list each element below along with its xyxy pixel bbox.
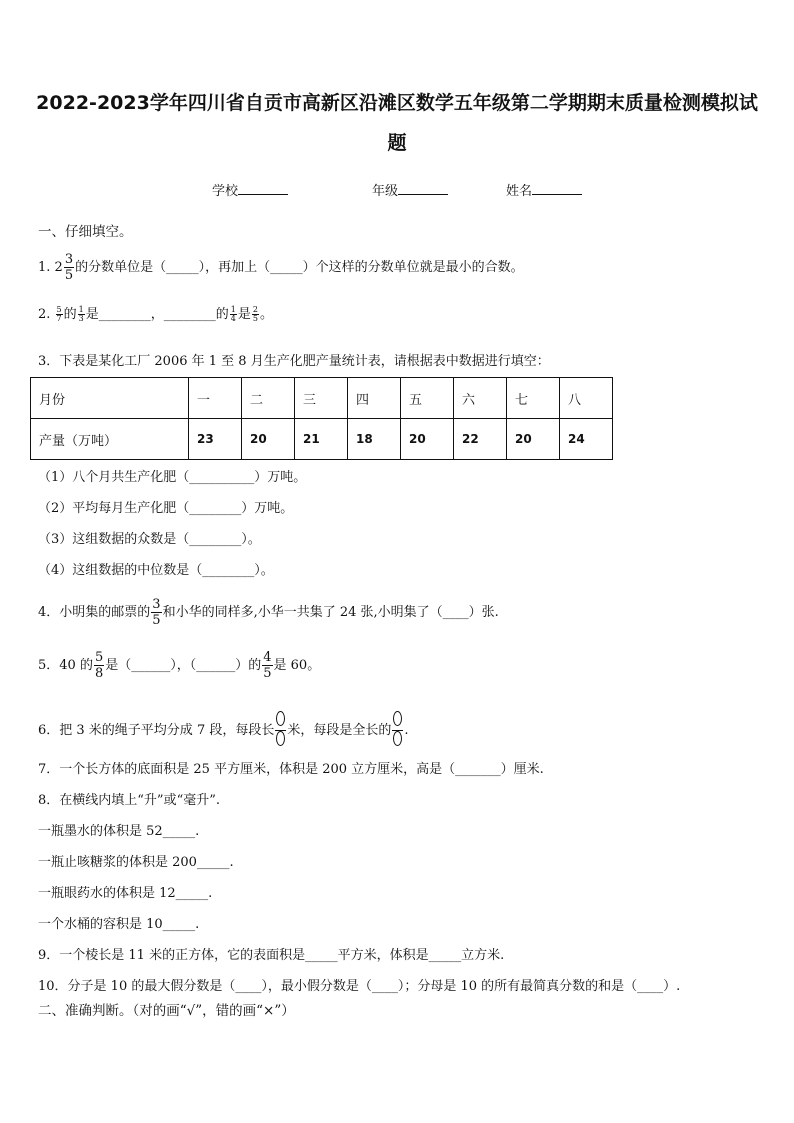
- section-heading-2: 二、准确判断。（对的画“√”，错的画“×”）: [38, 1003, 295, 1019]
- grade-blank[interactable]: [398, 182, 448, 195]
- school-blank[interactable]: [238, 182, 288, 195]
- fraction: $\frac{4}{5}$: [263, 650, 272, 681]
- question-8-intro: 8．在横线内填上“升”或“毫升”.: [38, 793, 220, 808]
- production-table: [30, 377, 613, 460]
- school-label: 学校: [212, 184, 239, 199]
- table-cell: 18: [348, 419, 401, 460]
- table-cell: 六: [454, 378, 507, 419]
- question-8-line4: 一个水桶的容积是 10_____.: [38, 917, 200, 932]
- question-3-sub3: （3）这组数据的众数是（________）。: [38, 532, 261, 547]
- question-1: [38, 252, 524, 283]
- question-8-line2: 一瓶止咳糖浆的体积是 200_____.: [38, 855, 234, 870]
- question-9: 9．一个棱长是 11 米的正方体，它的表面积是_____平方米，体积是_____立方米.: [38, 948, 505, 963]
- table-cell: 24: [560, 419, 613, 460]
- question-8-line3: 一瓶眼药水的体积是 12_____.: [38, 886, 213, 901]
- fraction: $\frac{5}{7}$: [56, 305, 62, 323]
- table-cell: 22: [454, 419, 507, 460]
- table-cell: 20: [507, 419, 560, 460]
- name-blank[interactable]: [532, 182, 582, 195]
- table-row: [31, 419, 613, 460]
- question-3-sub1: （1）八个月共生产化肥（__________）万吨。: [38, 470, 307, 485]
- fraction: $\frac{2}{5}$: [252, 305, 258, 323]
- fraction: $\frac{3}{5}$: [152, 597, 161, 628]
- name-field: [506, 180, 582, 199]
- table-cell: 21: [295, 419, 348, 460]
- question-6: 6．把 3 米的绳子平均分成 7 段，每段长 米，每段是全长的 .: [38, 711, 409, 750]
- question-3-intro: 3．下表是某化工厂 2006 年 1 至 8 月生产化肥产量统计表，请根据表中数据进行填空：: [38, 354, 550, 369]
- exam-title-line1: 2022-2023学年四川省自贡市高新区沿滩区数学五年级第二学期期末质量检测模拟试: [36, 92, 758, 114]
- table-cell: 五: [401, 378, 454, 419]
- question-2: 2. $\frac{5}{7}$ 的 $\frac{1}{3}$ 是________，________的 $\frac{1}{4}$ 是 $\frac{2}{5}$ 。: [38, 305, 273, 323]
- fraction: $\frac{5}{8}$: [94, 650, 104, 681]
- table-cell: 四: [348, 378, 401, 419]
- question-10: 10．分子是 10 的最大假分数是（____），最小假分数是（____）；分母是 10 的所有最简真分数的和是（____）.: [38, 979, 681, 994]
- mixed-number-whole: 2: [54, 260, 63, 275]
- exam-title-line2: 题: [387, 132, 407, 154]
- table-cell: 23: [189, 419, 242, 460]
- table-cell: 月份: [31, 378, 189, 419]
- question-number: 2.: [38, 307, 51, 322]
- table-cell: 产量（万吨）: [31, 419, 189, 460]
- fraction: $\frac{1}{4}$: [230, 305, 236, 323]
- table-cell: 二: [242, 378, 295, 419]
- question-8-line1: 一瓶墨水的体积是 52_____.: [38, 824, 200, 839]
- name-label: 姓名: [506, 184, 533, 199]
- section-heading-1: 一、仔细填空。: [38, 224, 133, 240]
- table-cell: 八: [560, 378, 613, 419]
- blank-fraction[interactable]: [275, 711, 286, 750]
- question-3-sub2: （2）平均每月生产化肥（________）万吨。: [38, 501, 294, 516]
- table-header-row: [31, 378, 613, 419]
- blank-fraction[interactable]: [392, 711, 403, 750]
- table-cell: 三: [295, 378, 348, 419]
- table-cell: 20: [242, 419, 295, 460]
- table-cell: 七: [507, 378, 560, 419]
- question-4: 4．小明集的邮票的 $\frac{3}{5}$ 和小华的同样多,小华一共集了 24 张,小明集了（____）张.: [38, 597, 499, 628]
- question-number: 1.: [38, 260, 51, 275]
- table-cell: 一: [189, 378, 242, 419]
- fraction: $\frac{1}{3}$: [78, 305, 84, 323]
- grade-label: 年级: [372, 184, 399, 199]
- grade-field: [372, 180, 448, 199]
- question-5: 5．40 的 $\frac{5}{8}$ 是（______），（______）的 $\frac{4}{5}$ 是 60。: [38, 650, 321, 681]
- question-7: 7．一个长方体的底面积是 25 平方厘米，体积是 200 立方厘米，高是（_______）厘米.: [38, 762, 544, 777]
- question-text: 的分数单位是（_____），再加上（_____）个这样的分数单位就是最小的合数。: [75, 260, 524, 275]
- fraction: $\frac{3}{5}$: [64, 252, 74, 283]
- question-3-sub4: （4）这组数据的中位数是（________）。: [38, 563, 274, 578]
- school-field: [212, 180, 288, 199]
- table-cell: 20: [401, 419, 454, 460]
